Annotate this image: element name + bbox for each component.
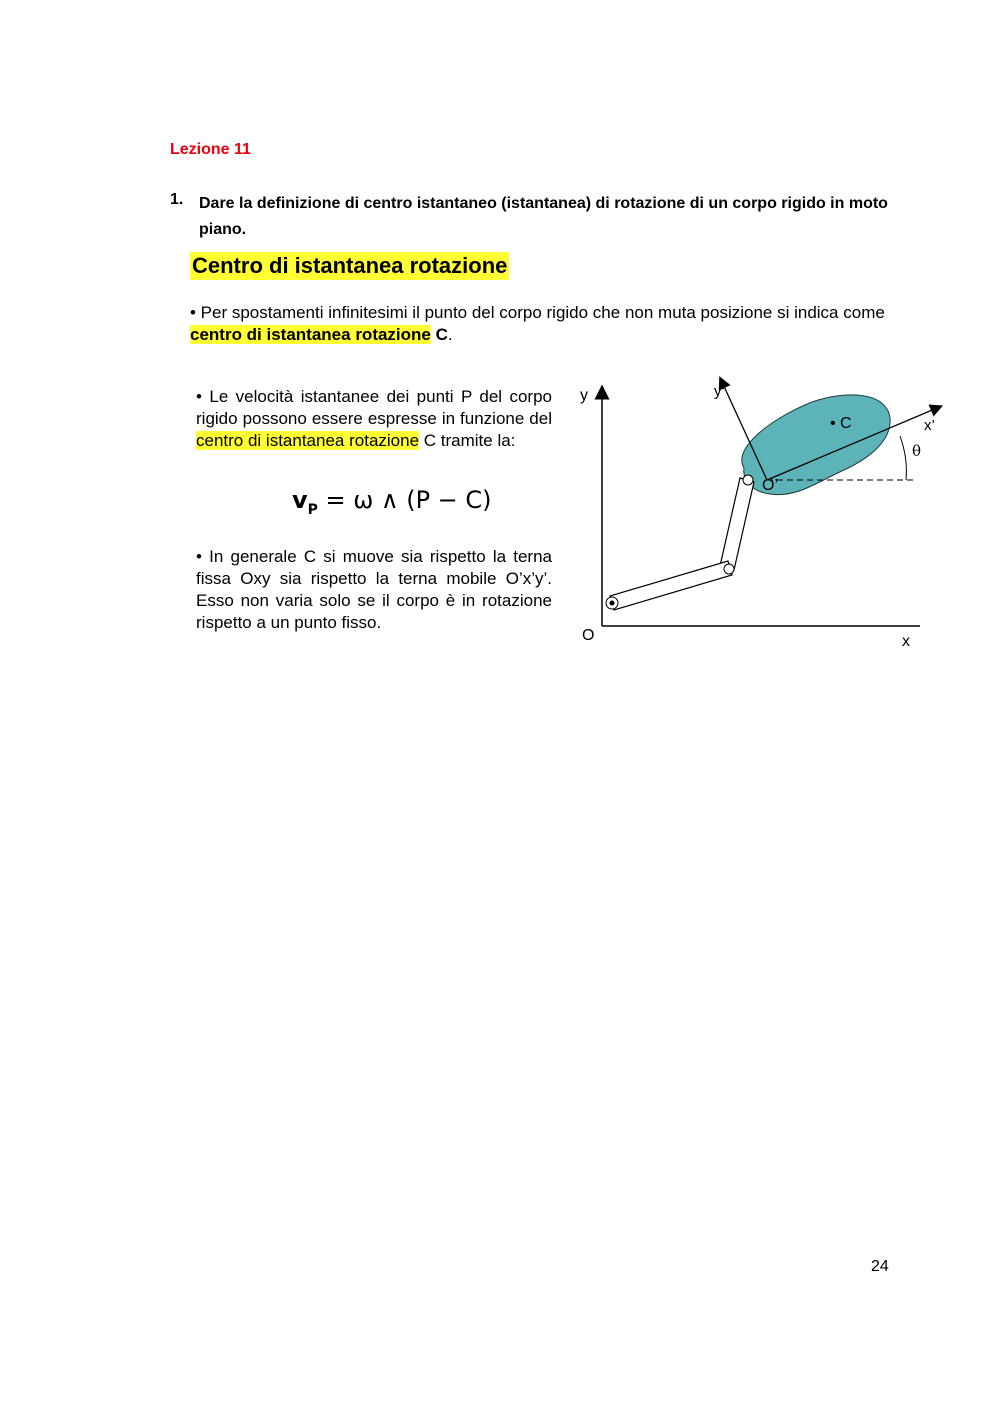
bullet-velocity-suffix: C tramite la: bbox=[419, 431, 516, 450]
bullet-definition-text: • Per spostamenti infinitesimi il punto del corpo rigido che non muta posizione si indica come bbox=[190, 303, 885, 322]
joint-elbow bbox=[724, 564, 734, 574]
formula-sub: P bbox=[307, 501, 318, 518]
theta-arc bbox=[900, 436, 906, 480]
formula-rhs: = ω ∧ (P − C) bbox=[317, 486, 492, 514]
c-label: • C bbox=[830, 415, 852, 432]
question-text: Dare la definizione di centro istantaneo (istantanea) di rotazione di un corpo rigido in moto piano. bbox=[199, 195, 888, 238]
slide-image bbox=[182, 250, 952, 668]
highlight-term-2: centro di istantanea rotazione bbox=[196, 431, 420, 450]
joint-ground-center bbox=[610, 601, 615, 606]
lesson-heading: Lezione 11 bbox=[170, 141, 251, 158]
joint-o-prime bbox=[743, 475, 753, 485]
highlight-term: centro di istantanea rotazione bbox=[190, 325, 431, 344]
bold-c: C bbox=[430, 325, 448, 344]
slide-title: Centro di istantanea rotazione bbox=[192, 253, 508, 278]
theta-label: θ bbox=[912, 442, 922, 460]
page-number: 24 bbox=[871, 1258, 889, 1275]
rigid-body-diagram bbox=[572, 370, 952, 668]
bullet-definition-suffix: . bbox=[447, 325, 453, 344]
bullet-general: • In generale C si muove sia rispetto la terna fissa Oxy sia rispetto la terna mobile O’x’y’. Esso non varia solo se il corpo è in rotazione rispetto a un punto fisso. bbox=[196, 547, 552, 632]
x-prime-label: x’ bbox=[924, 417, 935, 434]
link-upper bbox=[720, 478, 754, 570]
bullet-velocity-text: • Le velocità istantanee dei punti P del corpo rigido possono essere espresse in funzione del bbox=[196, 387, 552, 428]
formula-v: v bbox=[292, 486, 308, 514]
y-label: y bbox=[580, 387, 588, 404]
origin-label: O bbox=[582, 627, 595, 644]
o-prime-label: O’ bbox=[762, 477, 778, 494]
velocity-formula bbox=[292, 486, 492, 518]
x-label: x bbox=[902, 633, 910, 650]
link-lower bbox=[610, 561, 732, 610]
bullet-velocity bbox=[196, 386, 552, 452]
bullet-definition bbox=[190, 302, 910, 346]
y-prime-label: y’ bbox=[714, 383, 725, 400]
question-number: 1. bbox=[170, 191, 184, 208]
